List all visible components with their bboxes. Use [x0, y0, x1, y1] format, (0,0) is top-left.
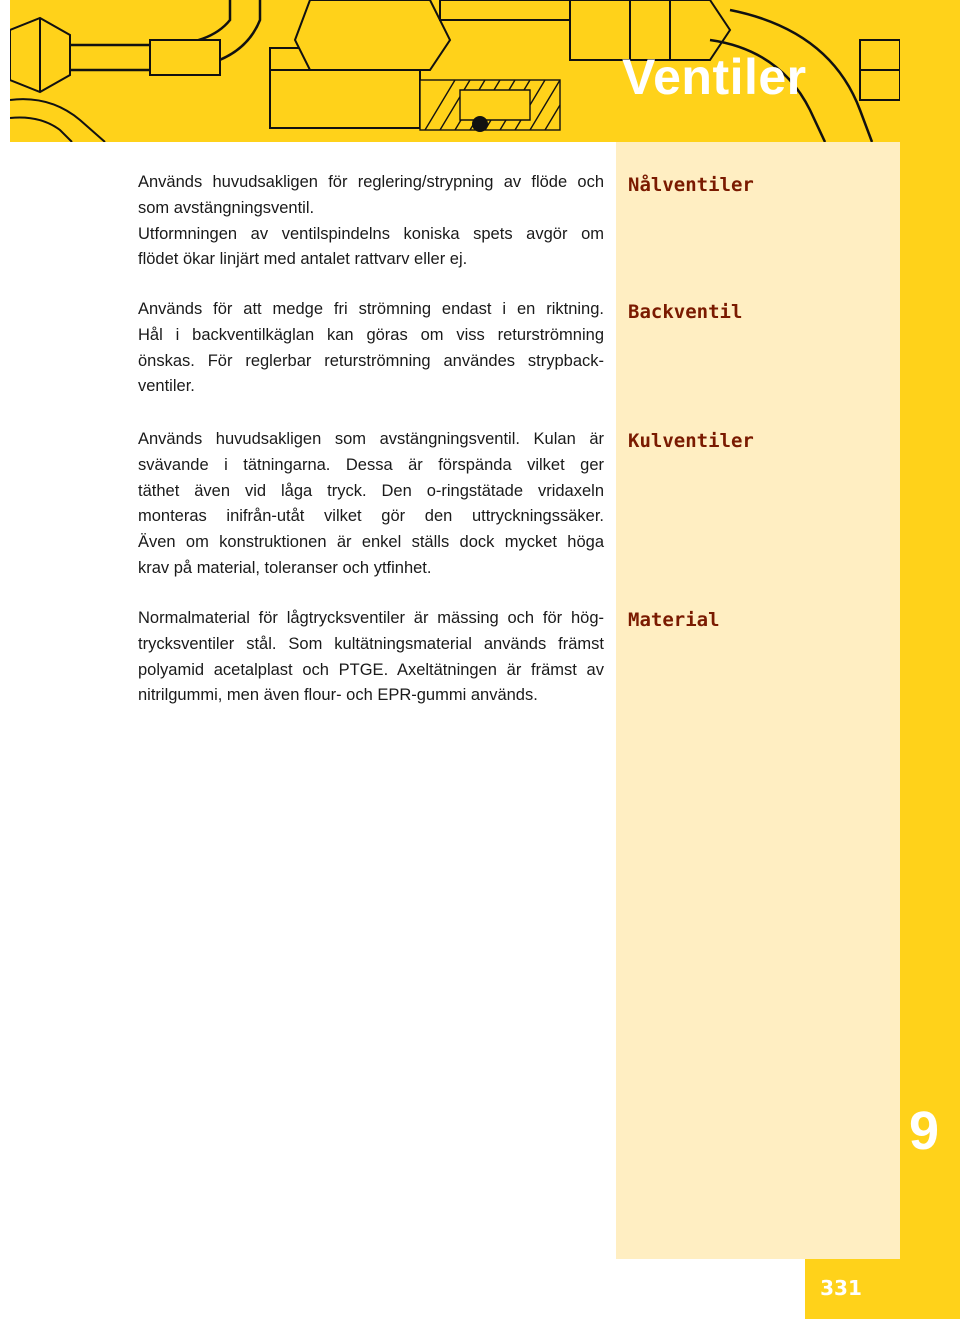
section-text-nalventiler — [138, 170, 604, 273]
text-line: täthet även vid låga tryck. Den o-ringstätade vridaxeln — [138, 481, 604, 500]
text-line: trycksventiler stål. Som kultätningsmaterial används främst — [138, 634, 604, 653]
text-line: önskas. För reglerbar returströmning användes strypback- — [138, 351, 604, 370]
chapter-number: 9 — [909, 1101, 940, 1161]
text-line: Används huvudsakligen som avstängningsventil. Kulan är — [138, 430, 604, 448]
text-line: Hål i backventilkäglan kan göras om viss returströmning — [138, 325, 604, 344]
text-line: som avstängningsventil. — [138, 198, 315, 217]
text-line: nitrilgummi, men även flour- och EPR-gummi används. — [138, 686, 538, 705]
text-line: flödet ökar linjärt med antalet rattvarv eller ej. — [138, 250, 468, 269]
header-banner — [10, 0, 900, 142]
text-line: monteras inifrån-utåt vilket gör den uttryckningssäker. — [138, 507, 604, 526]
section-text-material — [138, 606, 604, 709]
text-line: Normalmaterial för lågtrycksventiler är mässing och för hög- — [138, 609, 604, 627]
heading-material: Material — [628, 609, 720, 631]
text-line: svävande i tätningarna. Dessa är förspända vilket ger — [138, 455, 604, 474]
heading-backventil: Backventil — [628, 301, 743, 323]
text-line: Används för att medge fri strömning endast i en riktning. — [138, 300, 604, 318]
section-text-kulventiler — [138, 427, 604, 582]
text-line: krav på material, toleranser och ytfinhet. — [138, 558, 432, 577]
text-line: polyamid acetalplast och PTGE. Axeltätningen är främst av — [138, 660, 604, 679]
text-line: Även om konstruktionen är enkel ställs dock mycket höga — [138, 533, 604, 552]
heading-kulventiler: Kulventiler — [628, 430, 754, 452]
page-title: Ventiler — [622, 49, 807, 105]
heading-nalventiler: Nålventiler — [628, 174, 754, 196]
text-line: Utformningen av ventilspindelns koniska spets avgör om — [138, 224, 604, 243]
section-text-backventil — [138, 297, 604, 400]
text-line: ventiler. — [138, 377, 195, 396]
page-number: 331 — [820, 1276, 862, 1300]
text-line: Används huvudsakligen för reglering/strypning av flöde och — [138, 173, 604, 191]
page-number-box — [805, 1259, 900, 1319]
